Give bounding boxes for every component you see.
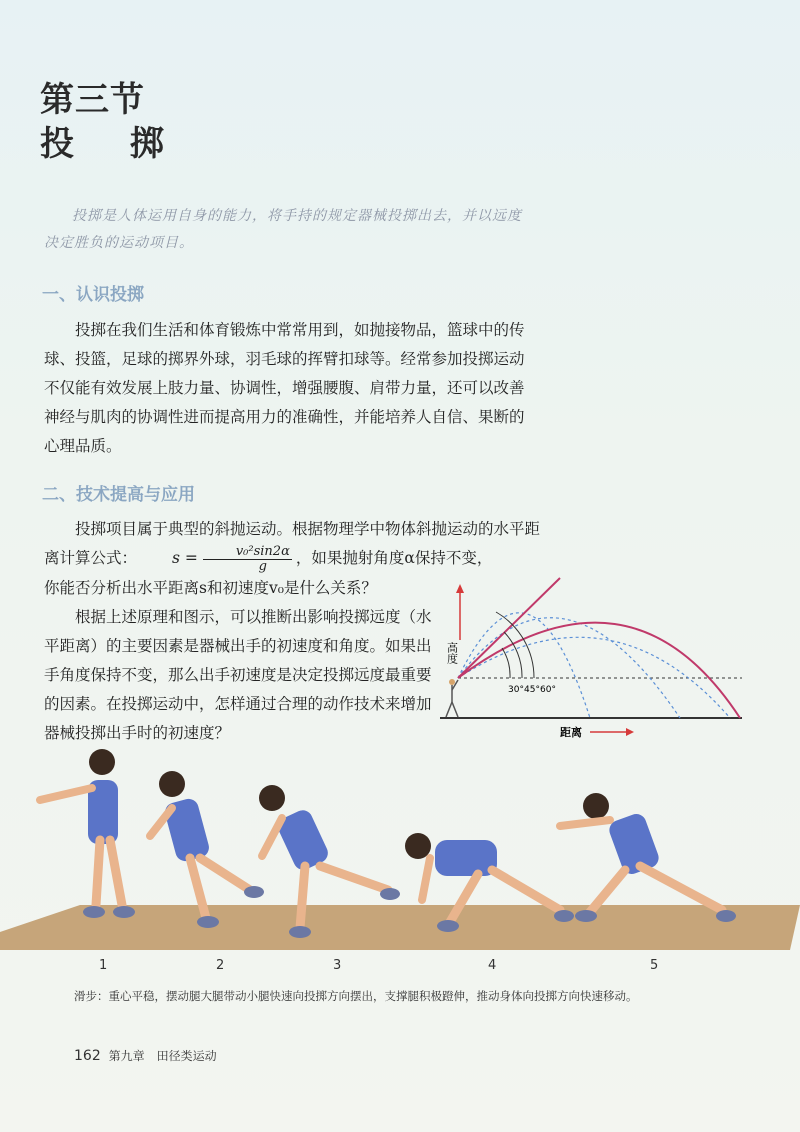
formula-denominator: g xyxy=(258,558,267,574)
p1-text-a: 投掷项目属于典型的斜抛运动。根据物理学中物体斜抛运动的水平距离计算公式： xyxy=(44,520,541,567)
runner-frame-5 xyxy=(560,793,736,922)
angle-arc-45 xyxy=(504,632,522,678)
frame-number-2: 2 xyxy=(216,958,225,973)
title-block xyxy=(40,78,186,166)
runner-frame-1 xyxy=(40,749,135,918)
angle-label-60: 60° xyxy=(540,685,556,695)
page-title: 投 掷 xyxy=(40,124,186,164)
glide-sequence-illustration xyxy=(0,740,800,980)
y-axis-label-1: 高度 xyxy=(445,642,459,664)
frame-number-5: 5 xyxy=(650,958,659,973)
formula-numerator: v₀²sin2α xyxy=(203,545,292,560)
section1-heading: 一、认识投掷 xyxy=(42,285,144,305)
page-footer xyxy=(74,1047,217,1064)
angle-label-30: 30° xyxy=(508,685,524,695)
trajectory-diagram xyxy=(440,560,750,740)
section1-body: 投掷在我们生活和体育锻炼中常常用到，如抛接物品，篮球中的传球、投篮，足球的掷界外球，羽毛球的挥臂扣球等。经常参加投掷运动不仅能有效发展上肢力量、协调性，增强腰腹、肩带力量，还可以改善神经与肌肉的协调性进而提高用力的准确性，并能培养人自信、果断的心理品质。 xyxy=(44,321,525,455)
section2-paragraph2: 根据上述原理和图示，可以推断出影响投掷远度（水平距离）的主要因素是器械出手的初速度和角度。如果出手角度保持不变，那么出手初速度是决定投掷远度最重要的因素。在投掷运动中，怎样通过合理的动作技术来增加器械投掷出手时的初速度？ xyxy=(44,608,432,742)
x-axis-label: 距离 xyxy=(560,726,582,739)
section2-heading: 二、技术提高与应用 xyxy=(42,485,195,505)
section-number: 第三节 xyxy=(40,80,145,120)
angle-label-45: 45° xyxy=(524,685,540,695)
distance-formula xyxy=(141,544,292,574)
frame-number-3: 3 xyxy=(333,958,342,973)
intro-text: 投掷是人体运用自身的能力，将手持的规定器械投掷出去，并以远度决定胜负的运动项目。 xyxy=(44,208,522,251)
frame-number-4: 4 xyxy=(488,958,497,973)
y-arrow-head xyxy=(456,584,464,593)
trajectory-30 xyxy=(458,637,730,718)
trajectory-high xyxy=(458,613,590,718)
figure-caption: 滑步：重心平稳，摆动腿大腿带动小腿快速向投掷方向摆出，支撑腿积极蹬伸，推动身体向投掷方向快速移动。 xyxy=(74,989,638,1003)
p1-text-b: ，如果抛射角度α保持不变， xyxy=(295,549,493,567)
p1-text-c: 你能否分析出水平距离s和初速度v₀是什么关系？ xyxy=(44,578,377,597)
formula-lhs: s = xyxy=(172,549,198,568)
frame-number-1: 1 xyxy=(99,958,108,973)
page-number: 162 xyxy=(74,1048,101,1064)
x-arrow-head xyxy=(626,728,634,736)
formula-fraction xyxy=(203,545,292,574)
runner-frame-2 xyxy=(150,771,264,928)
chapter-label: 第九章 田径类运动 xyxy=(108,1049,217,1063)
thrower-figure-icon xyxy=(446,679,458,717)
